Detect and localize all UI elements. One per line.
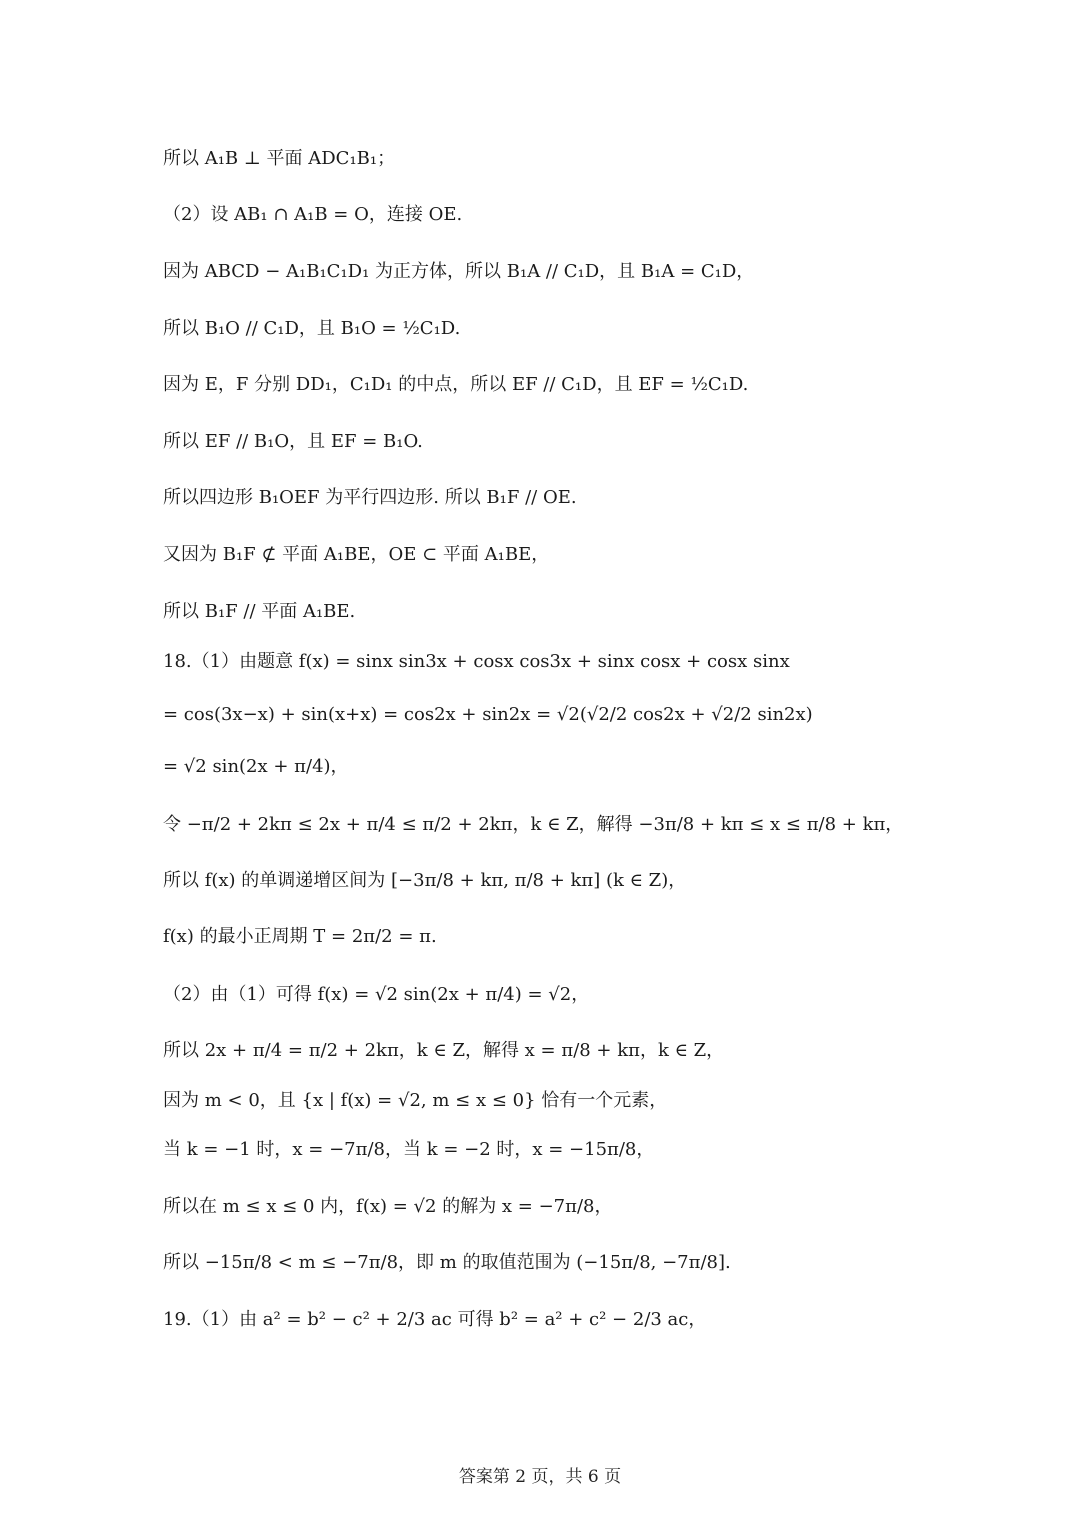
text-line: 所以 f(x) 的单调递增区间为 [−3π/8 + kπ, π/8 + kπ] (k ∈ Z)， (163, 870, 687, 891)
text-line: 18.（1）由题意 f(x) = sinx sin3x + cosx cos3x + sinx cosx + cosx sinx (163, 651, 790, 672)
text-line: （2）设 AB₁ ∩ A₁B = O，连接 OE. (163, 204, 463, 225)
text-line: 所以 −15π/8 < m ≤ −7π/8，即 m 的取值范围为 (−15π/8, −7π/8]. (163, 1252, 731, 1273)
text-line: 令 −π/2 + 2kπ ≤ 2x + π/4 ≤ π/2 + 2kπ，k ∈ Z，解得 −3π/8 + kπ ≤ x ≤ π/8 + kπ， (163, 814, 904, 835)
text-line: 当 k = −1 时，x = −7π/8，当 k = −2 时，x = −15π/8， (163, 1139, 655, 1160)
text-line: = cos(3x−x) + sin(x+x) = cos2x + sin2x = √2(√2/2 cos2x + √2/2 sin2x) (163, 704, 813, 725)
text-line: 19.（1）由 a² = b² − c² + 2/3 ac 可得 b² = a² + c² − 2/3 ac， (163, 1309, 707, 1330)
text-line: 所以在 m ≤ x ≤ 0 内，f(x) = √2 的解为 x = −7π/8， (163, 1196, 613, 1217)
text-line: 所以 A₁B ⊥ 平面 ADC₁B₁； (163, 148, 396, 169)
text-line: 因为 E，F 分别 DD₁，C₁D₁ 的中点，所以 EF // C₁D，且 EF = ½C₁D. (163, 374, 749, 395)
text-line: 所以 2x + π/4 = π/2 + 2kπ，k ∈ Z，解得 x = π/8 + kπ，k ∈ Z， (163, 1040, 725, 1061)
text-line: 因为 m < 0，且 {x | f(x) = √2, m ≤ x ≤ 0} 恰有一个元素， (163, 1090, 668, 1111)
text-line: f(x) 的最小正周期 T = 2π/2 = π. (163, 926, 437, 947)
text-line: 因为 ABCD − A₁B₁C₁D₁ 为正方体，所以 B₁A // C₁D，且 B₁A = C₁D， (163, 261, 755, 282)
page-footer: 答案第 2 页，共 6 页 (458, 1467, 622, 1487)
text-line: 又因为 B₁F ⊄ 平面 A₁BE，OE ⊂ 平面 A₁BE， (163, 544, 550, 565)
text-line: 所以 B₁F // 平面 A₁BE. (163, 601, 356, 622)
text-line: （2）由（1）可得 f(x) = √2 sin(2x + π/4) = √2， (163, 984, 590, 1005)
text-line: 所以四边形 B₁OEF 为平行四边形. 所以 B₁F // OE. (163, 487, 577, 508)
text-line: 所以 EF // B₁O，且 EF = B₁O. (163, 431, 423, 452)
text-line: = √2 sin(2x + π/4)， (163, 756, 349, 777)
text-line: 所以 B₁O // C₁D，且 B₁O = ½C₁D. (163, 318, 461, 339)
